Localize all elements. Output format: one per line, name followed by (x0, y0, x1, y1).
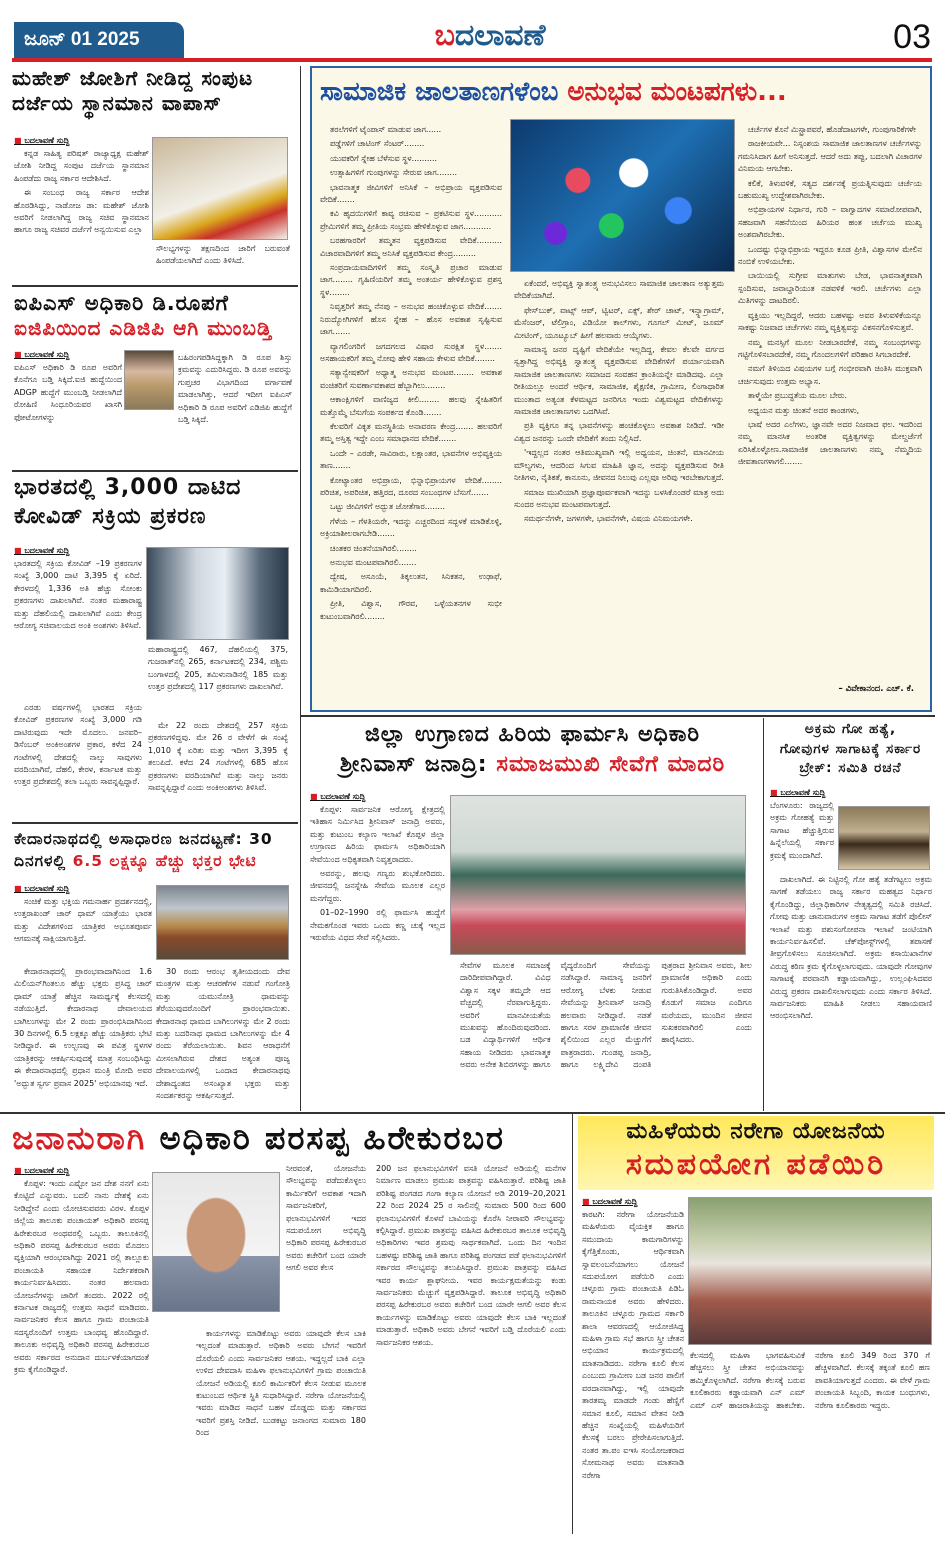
article-body (310, 804, 445, 964)
article-body-col (14, 880, 152, 971)
paragraph: ನಿವೃತ್ತರಿಗೆ ತಮ್ಮ ನೆನಪು – ಅನುಭವ ಹಂಚಿಕೊಳ್ಳುವ ವೇದಿಕೆ....... ನಿರುದ್ಯೋಗಿಗಳಿಗೆ ಹೊಸ ಸ್ನೇಹ – ಹೊಸ ಅವಕಾಶ ಸೃಷ್ಟಿಸುವ ಜಾಗ....... (320, 302, 502, 337)
article-body: ಭಾರತದಲ್ಲಿ ಸಕ್ರಿಯ ಕೋವಿಡ್ –19 ಪ್ರಕರಣಗಳ ಸಂಖ್ಯೆ 3,000 ದಾಟಿ 3,395 ಕ್ಕೆ ಏರಿದೆ. ಕೇರಳದಲ್ಲಿ 1,336 ಅತಿ ಹೆಚ್ಚು ಸೋಂಕು ಪ್ರಕರಣಗಳು ದಾಖಲಾಗಿವೆ. ನಂತರ ಮಹಾರಾಷ್ಟ್ರ ಮತ್ತು ದೆಹಲಿಯಲ್ಲಿ ದಾಖಲಾಗಿವೆ ಎಂದು ಕೇಂದ್ರ ಆರೋಗ್ಯ ಸಚಿವಾಲಯದ ಅಂಕಿ ಅಂಶಗಳು ತಿಳಿಸಿವೆ. (14, 559, 142, 631)
byline: ■ ಬದಲಾವಣೆ ಸುದ್ದಿ (14, 350, 122, 360)
byline: ■ ಬದಲಾವಣೆ ಸುದ್ದಿ (14, 1166, 149, 1176)
photo-parasappa (152, 1172, 280, 1312)
headline: ಮಹೇಶ್ ಜೋಶಿಗೆ ನೀಡಿದ್ದ ಸಂಪುಟ ದರ್ಜೆಯ ಸ್ಥಾನಮಾನ ವಾಪಾಸ್ (12, 66, 254, 115)
paragraph: ಬರಹಗಾರರಿಗೆ ತಮ್ಮತನ ವ್ಯಕ್ತಪಡಿಸುವ ವೇದಿಕೆ.......... ವಿಚಾರವಾದಿಗಳಿಗೆ ತಮ್ಮ ಅನಿಸಿಕೆ ವ್ಯಕ್ತಪಡಿಸುವ ಕೇಂದ್ರ......... (320, 236, 502, 258)
paragraph: 'ಇದ್ದಲ್ಲದ ನಂತರ ಆತಿಮುಖ್ಯವಾಗಿ ಇಲ್ಲಿ ಅಧ್ಯಯನ, ಚಿಂತನೆ, ಮಾನವೀಯ ಮೌಲ್ಯಗಳು, ಆದರಿಂದ ಸಿಗುವ ಮಾಹಿತಿ ಜ್ಞಾನ, ಅದನ್ನು ವ್ಯಕ್ತಪಡಿಸುವ ರೀತಿ ನೀತಿಗಳು, ನೈತಿಕತೆ, ಕಾನೂನು, ಜೀವನದ ನಿಲುವು ಎಲ್ಲವೂ ಅರಿವು ಇರಬೇಕಾಗುತ್ತದೆ. (514, 448, 724, 483)
paragraph: ಪ್ರೀತಿ, ವಿಶ್ವಾಸ, ಗೌರವ, ಒಳ್ಳೆಯತನಗಳ ಸುಭೀ ಕುಟುಂಬವಾಗಿರಲಿ........ (320, 599, 502, 621)
paragraph: ಚರ್ಚೆಗಳ ಕೊನೆ ಮಿಸ್ಟ್ರಾಪವರೆ, ಹೊಡೆದಾಟಗಳೇ, ಗುಂಪುಗಾರಿಕೆಗಳೇ (748, 125, 916, 134)
feature-headline (320, 76, 925, 109)
divider (12, 285, 298, 287)
headline-highlight: ಸಮಾಜಮುಖಿ ಸೇವೆಗೆ ಮಾದರಿ (496, 751, 726, 777)
paragraph: ಕೊಪ್ಪಳ: ಸಾರ್ವಜನಿಕ ಆರೋಗ್ಯ ಕ್ಷೇತ್ರದಲ್ಲಿ ಇತಿಹಾಸ ನಿರ್ಮಿಸಿದ ಶ್ರೀನಿವಾಸ್ ಜನಾದ್ರಿ ಅವರು, ಮತ್ತು ಕುಟುಂಬ ಕಲ್ಯಾಣ ಇಲಾಖೆ ಕೊಪ್ಪಳ ಜಿಲ್ಲಾ ಉಗ್ರಾಣದ ಹಿರಿಯ ಫಾರ್ಮಸಿ ಅಧಿಕಾರಿಯಾಗಿ ಸೇವೆಯಿಂದ ಅಧಿಕೃತವಾಗಿ ನಿವೃತ್ತರಾದರು. (310, 805, 445, 864)
byline: ■ ಬದಲಾವಣೆ ಸುದ್ದಿ (582, 1197, 684, 1207)
paragraph: ಈ ಸಂಬಂಧ ರಾಜ್ಯ ಸರ್ಕಾರ ಆದೇಶ ಹೊರಡಿಸಿದ್ದು, ನಾಡೋಜ ಡಾ: ಮಹೇಶ್ ಜೋಶಿ ಅವರಿಗೆ ನೀಡಲಾಗಿದ್ದ ರಾಜ್ಯ ಸಚಿವ ಸ್ಥಾನಮಾನ ಹಾಗೂ ರಾಜ್ಯ ಸಚಿವರ ದರ್ಜೆಗೆ ಅನ್ವಯಿಸುವ ಎಲ್ಲಾ (14, 188, 149, 235)
paragraph: ಸಮರ್ಥನೆಗಳೇ, ಜಗಳಗಳೇ, ಭಾವನೆಗಳೇ, ವಿಷಯ ವಿನಿಮಯಗಳೇ. (524, 514, 693, 524)
headline-highlight: ಸದುಪಯೋಗ ಪಡೆಯಿರಿ (625, 1146, 887, 1182)
article-body: ಬಹಿರಂಗಪಡಿಸಿದ್ದಕ್ಕಾಗಿ ಡಿ ರೂಪ ಶಿಸ್ತು ಕ್ರಮವನ್ನು ಎದುರಿಸಿದ್ದರು. ಡಿ ರೂಪ ಅವರನ್ನು ಗುಪ್ತಚರ ವಿಭಾಗದಿಂದ ವರ್ಗಾವಣೆ ಮಾಡಲಾಗಿತ್ತು, ಆದರೆ ಇದೀಗ ಐಪಿಎಸ್ ಅಧಿಕಾರಿ ಡಿ ರೂಪ ಅವರಿಗೆ ಎಡಿಜಿಪಿ ಹುದ್ದೆಗೆ ಬಡ್ತಿ ಸಿಕ್ಕಿದೆ. (178, 353, 292, 425)
headline: ಮಹಿಳೆಯರು ನರೇಗಾ ಯೋಜನೆಯ (626, 1119, 886, 1144)
article-body: ನೀರವಂತೆ, ಯೋಜನೆಯ ಸೌಲಭ್ಯವನ್ನು ಪಡೆದುಕೊಳ್ಳಲು ಕಾರ್ಮಿಕರಿಗೆ ಅವಕಾಶ ಇದಾಗಿ ಸಾರ್ವಜನಿಕರಿಗೆ, ಫಲಾನುಭವಿಗಳಿಗೆ ಇದರ ಸದುಪಯೋಗ ಅಭಿವೃದ್ಧಿ ಅಧಿಕಾರಿ ಪರಸಪ್ಪ ಹಿರೇಕುರಬರ ಅವರು ಕಚೇರಿಗೆ ಬಂದ ಯಾರೇ ಆಗಲಿ ಅವರ ಕೆಲಸ (286, 1164, 366, 1273)
column-rule (300, 66, 301, 1111)
article-body: ಸೇವೆಗಳ ಮೂಲಕ ಸಮಾಜಕ್ಕೆ ದಾರಿದೀಪವಾಗಿದ್ದಾರೆ. ವಿವಿಧ ವಿಶ್ವಾಸ ಸಕ್ಕಳ ತಮ್ಮದೇ ಆದ ವೆಚ್ಚದಲ್ಲಿ ನೆರವಾಗುತ್ತಿದ್ದರು. ಅವರಿಗೆ ಮಾನವೀಯತೆಯ ಮುಖವನ್ನು ಹೊಂದಿರುವುದರಿಂದ. ಬಡ ವಿದ್ಯಾರ್ಥಿಗಳಿಗೆ ಆರ್ಥಿಕ ಸಹಾಯ ನೀಡಿದರು ಭಾವನಾತ್ಮಕ ಅವರು ಅನೇಕ ಶಿಬಿರಗಳನ್ನು ಹಾಗೂ ವೈದ್ಯರೊಂದಿಗೆ ಸೇವೆಯನ್ನು ನಡೆಸಿದ್ದಾರೆ. ಸಾಮಾನ್ಯ ಜನರಿಗೆ ಆರೋಗ್ಯ ಬೆಳಕು ನೀಡುವ ಸೇವೆಯನ್ನು ಶ್ರೀನಿವಾಸ್ ಜನಾದ್ರಿ ಹಲವಾರು ನೀಡಿದ್ದಾರೆ. ನಡತೆ ಹಾಗೂ ಸರಳ ಪ್ರಾಮಾಣಿಕ ಜೀವನ ಶೈಲಿಯಿಂದ ಎಲ್ಲರ ಮೆಚ್ಚುಗೆಗೆ ಪಾತ್ರರಾದರು. ಗುಂಡಪ್ಪ ಜನಾದ್ರಿ, ಹಾಗೂ ಲಕ್ಷ್ಮಿದೇವಿ ದಂಪತಿ ಪುತ್ರರಾದ ಶ್ರೀನಿವಾಸ ಅವರು, ಶೀಲ ಪ್ರಾಮಾಣಿಕ ಅಧಿಕಾರಿ ಎಂದು ಗುರುತಿಸಿಕೊಂಡಿದ್ದಾರೆ. ಅವರ ಕೊಡುಗೆ ಸಮಾಜ ಎಂದಿಗೂ ಮರೆಯದು, ಮುಂದಿನ ಜೀವನ ಸುಖಕರವಾಗಿರಲಿ ಎಂದು ಹಾರೈಸಿದರು. (460, 961, 752, 1070)
masthead-initial: ಬ (434, 18, 455, 53)
paragraph: ಸಂಪ್ರದಾಯವಾದಿಗಳಿಗೆ ತಮ್ಮ ಸಂಸ್ಕೃತಿ ಪ್ರಚಾರ ಮಾಡುವ ಜಾಗ........ ಗೃಹಿಣಿಯರಿಗೆ ತಮ್ಮ ಅಂತರ್ಯ ಹೇಳಿಕೊಳ್ಳುವ ಪ್ರಶಸ್ತ ಸ್ಥಳ........ (320, 263, 502, 297)
paragraph: ದ್ವೇಷ, ಅಸೂಯೆ, ತಿಕ್ಕಲುತನ, ಸಿನಿಕತನ, ಉಢಾಫೆ, ಕಾಮಿಡಿಯಾಗದಿರಲಿ. (320, 572, 502, 594)
photo-women-gathering (688, 1197, 932, 1345)
paragraph: ಸಾಮಾನ್ಯ ಜನರ ದೃಷ್ಟಿಗೆ ವೇದಿಕೆಯೇ ಇಲ್ಲದಿದ್ದ, ಕೇವಲ ಕೆಲವೇ ವರ್ಗದ ಸ್ವತ್ತಾಗಿದ್ದ ಅಭಿವ್ಯಕ್ತಿ ಸ್ವಾತಂತ್ರ್ಯ ವ್ಯಕ್ತಪಡಿಸುವ ವೇದಿಕೆಗಳಿಗೆ ಪರ್ಯಾಯವಾಗಿ ಸಾಮಾಜಿಕ ಜಾಲತಾಣಗಳು ಸಮಾಜದ ಸಂವಹನ ಕ್ರಾಂತಿಯನ್ನೇ ಮಾಡಿದವು. ಎಲ್ಲಾ ರೀತಿಯಲ್ಲೂ ಅಂದರೆ ಆರ್ಥಿಕ, ಸಾಮಾಜಿಕ, ಶೈಕ್ಷಣಿಕ, ಗ್ರಾಮೀಣ, ಲಿಂಗಾಧಾರಿತ ಮುಂತಾದ ಅತ್ಯಂತ ಕೆಳಮಟ್ಟದ ಜನರಿಗೂ ಇಂದು ವಿಶ್ವಮಟ್ಟದ ವೇದಿಕೆಗಳನ್ನು ಸಾಮಾಜಿಕ ಜಾಲತಾಣಗಳು ಒದಗಿಸಿವೆ. (514, 345, 724, 417)
article-body: ದಾಖಲಾಗಿದೆ. ಈ ನಿಟ್ಟಿನಲ್ಲಿ ಗೋ ಹತ್ಯೆ ತಡೆಗಟ್ಟಲು ಅಕ್ರಮ ಸಾಗಣೆ ತಡೆಯಲು ರಾಜ್ಯ ಸರ್ಕಾರ ಮಹತ್ವದ ನಿರ್ಧಾರ ಕೈಗೊಂಡಿದ್ದು, ಜಿಲ್ಲಾಧಿಕಾರಿಗಳ ನೇತೃತ್ವದಲ್ಲಿ ಸಮಿತಿ ರಚಿಸಿದೆ. ಗೋವು ಮತ್ತು ಜಾನುವಾರುಗಳ ಅಕ್ರಮ ಸಾಗಾಟ ತಡೆಗೆ ಪೊಲೀಸ್ ಇಲಾಖೆ ಮತ್ತು ಪಶುಸಂಗೋಪನಾ ಇಲಾಖೆ ಜಂಟಿಯಾಗಿ ಕಾರ್ಯನಿರ್ವಹಿಸಲಿವೆ. ಚೆಕ್‌ಪೋಸ್ಟ್‌ಗಳಲ್ಲಿ ತಪಾಸಣೆ ತೀವ್ರಗೊಳಿಸಲು ಸೂಚಿಸಲಾಗಿದೆ. ಅಕ್ರಮ ಕಸಾಯಿಖಾನೆಗಳ ವಿರುದ್ಧ ಕಠಿಣ ಕ್ರಮ ಕೈಗೊಳ್ಳಲಾಗುವುದು. ಯಾವುದೇ ಗೋವುಗಳ ಸಾಗಾಟಕ್ಕೆ ಪರವಾನಗಿ ಕಡ್ಡಾಯವಾಗಿದ್ದು, ಉಲ್ಲಂಘಿಸಿದವರ ವಿರುದ್ಧ ಪ್ರಕರಣ ದಾಖಲಿಸಲಾಗುವುದು ಎಂದು ಸರ್ಕಾರ ತಿಳಿಸಿದೆ. ಸಾರ್ವಜನಿಕರು ಮಾಹಿತಿ ನೀಡಲು ಸಹಾಯವಾಣಿ ಆರಂಭಿಸಲಾಗಿದೆ. (770, 875, 932, 1021)
paragraph: ಕಲಿಕೆ, ತಿಳುವಳಿಕೆ, ಸತ್ಯದ ದರ್ಶನಕ್ಕೆ ಪ್ರಯತ್ನಿಸುವುದು ಚರ್ಚೆಯ ಬಹುಮುಖ್ಯ ಉದ್ದೇಶವಾಗಿರಬೇಕು. (738, 178, 922, 201)
article-body: ಕೆಲಸದಲ್ಲಿ ಮಹಿಳಾ ಭಾಗವಹಿಸುವಿಕೆ ಹೆಚ್ಚಿಸಲು ಸ್ತ್ರೀ ಚೇತನ ಅಭಿಯಾನವನ್ನು ಹಮ್ಮಿಕೊಳ್ಳಲಾಗಿದೆ. ನರೇಗಾ ಕೆಲಸಕ್ಕೆ ಬರುವ ಕೂಲಿಕಾರರು ಕಡ್ಡಾಯವಾಗಿ ಎನ್ ಎಮ್ ಎಮ್ ಎಸ್ ಹಾಜರಾತಿಯನ್ನು ಹಾಕಬೇಕು. ನರೇಗಾ ಕೂಲಿ 349 ರಿಂದ 370 ಗೆ ಹೆಚ್ಚಳವಾಗಿದೆ. ಕೆಲಸಕ್ಕೆ ತಕ್ಕಂತೆ ಕೂಲಿ ಹಣ ಪಾವತಿಯಾಗುತ್ತದೆ ಎಂದರು. ಈ ವೇಳೆ ಗ್ರಾಮ ಪಂಚಾಯತಿ ಸಿಬ್ಬಂದಿ, ಕಾಯಕ ಬಂಧುಗಳು, ನರೇಗಾ ಕೂಲಿಕಾರರು ಇದ್ದರು. (690, 1351, 930, 1410)
byline: ■ ಬದಲಾವಣೆ ಸುದ್ದಿ (14, 136, 149, 146)
divider (12, 470, 298, 472)
paragraph: ಕನ್ನಡ ಸಾಹಿತ್ಯ ಪರಿಷತ್ ರಾಜ್ಯಾಧ್ಯಕ್ಷ ಮಹೇಶ್ ಜೋಶಿ ನೀಡಿದ್ದ ಸಂಪುಟ ದರ್ಜೆಯ ಸ್ಥಾನಮಾನ ಹಿಂಪಡೆದು ರಾಜ್ಯ ಸರ್ಕಾರ ಆದೇಶಿಸಿದೆ. (14, 149, 149, 183)
headline-sub: ಐಜಿಪಿಯಿಂದ ಎಡಿಜಿಪಿ ಆಗಿ ಮುಂಬಡ್ತಿ (14, 316, 273, 341)
headline: ಶ್ರೀನಿವಾಸ್ ಜನಾದ್ರಿ: (339, 751, 497, 777)
article-body: 30 ರಂದು ಆರಂಭ ತೃತೀಯದಂದು ದೇವ ಮಂತ್ರಗಳ ಮತ್ತು ಆಚರಣೆಗಳ ನಡುವೆ ಗಂಗೋತ್ರಿ ಮತ್ತು ಯಮುನೋತ್ರಿ ಧಾಮವನ್ನು ತೆರೆಯುವುದರೊಂದಿಗೆ ಪ್ರಾರಂಭವಾಯಿತು. ಕೇದಾರನಾಥ ಧಾಮದ ಬಾಗಿಲುಗಳನ್ನು ಮೇ 2 ರಂದು ಮತ್ತು ಬದರಿನಾಥ ಧಾಮದ ಬಾಗಿಲುಗಳನ್ನು ಮೇ 4 ರಂದು ತೆರೆಯಲಾಯಿತು. ಶಿವನ ಆರಾಧನೆಗೆ ಮೀಸಲಾಗಿರುವ ದೇಶದ ಅತ್ಯಂತ ಪೂಜ್ಯ ದೇವಾಲಯಗಳಲ್ಲಿ ಒಂದಾದ ಕೇದಾರನಾಥವು ದೇಶಾದ್ಯಂತದ ಅಸಂಖ್ಯಾತ ಭಕ್ತರು ಮತ್ತು ಸಂದರ್ಶಕರನ್ನು ಆಕರ್ಷಿಸುತ್ತದೆ. (156, 967, 290, 1101)
paragraph: ಒಟ್ಟು ಜೀವಿಗಳಿಗೆ ಅದ್ಭುತ ಜೋತೆಗಾರ........ (330, 502, 446, 512)
headline-highlight: ಅನುಭವ ಮಂಟಪಗಳು... (567, 77, 787, 107)
article-narega-women (578, 1118, 934, 1183)
photo-caption: ಸೌಲಭ್ಯಗಳನ್ನು ತಕ್ಷಣದಿಂದ ಜಾರಿಗೆ ಬರುವಂತೆ ಹಿಂಪಡೆಯಲಾಗಿದೆ ಎಂದು ತಿಳಿಸಿದೆ. (156, 244, 290, 266)
article-body (738, 124, 922, 684)
header-divider (12, 58, 932, 62)
column-rule (572, 1114, 573, 1534)
newspaper-masthead (380, 18, 600, 53)
byline: ■ ಬದಲಾವಣೆ ಸುದ್ದಿ (770, 788, 834, 798)
paragraph: ಕವಿ ಹೃದಯಿಗಳಿಗೆ ಕಾವ್ಯ ರಚಿಸುವ – ಪ್ರಕಟಿಸುವ ಸ್ಥಳ........... ಪ್ರೇಮಿಗಳಿಗೆ ತಮ್ಮ ಪ್ರೀತಿಯ ಸಂಭ್ರಮ ಹೇಳಿಕೊಳ್ಳುವ ಜಾಗ........... (320, 209, 502, 231)
article-body: ಐಪಿಎಸ್ ಅಧಿಕಾರಿ ಡಿ ರೂಪ ಅವರಿಗೆ ಕೊನೆಗೂ ಬಡ್ತಿ ಸಿಕ್ಕಿದೆ.ಐಜಿ ಹುದ್ದೆಯಿಂದ ADGP ಹುದ್ದೆಗೆ ಮುಂಬಡ್ತಿ ನೀಡಲಾಗಿದೆ ರೋಹಿಣಿ ಸಿಂಧೂರಿಯವರ ಖಾಸಗಿ ಫೋಟೋಗಳನ್ನು (14, 363, 122, 422)
article-pharmacy-officer (305, 720, 760, 779)
paragraph: ಏಕೆಂದರೆ, ಅಭಿವ್ಯಕ್ತಿ ಸ್ವಾತಂತ್ರ್ಯ ಅನುಭವಿಸಲು ಸಾಮಾಜಿಕ ಜಾಲತಾಣ ಅತ್ಯುತ್ತಮ ವೇದಿಕೆಯಾಗಿದೆ. (514, 279, 724, 301)
paragraph: ಚಿಂತಕರ ಚಿಂತನೆಯಾಗಿರಲಿ........ (330, 543, 417, 553)
article-body-col (14, 346, 122, 424)
paragraph: ಕೆಲವರಿಗೆ ವಿಕೃತ ಮನಸ್ಥಿತಿಯ ಅನಾವರಣ ಕೇಂದ್ರ....... ಹಲವರಿಗೆ ತಮ್ಮ ಅಸ್ತಿತ್ವ ಇದ್ದೇ ಎಂಬ ಸಮಾಧಾನದ ವೇದಿಕೆ....... (320, 421, 502, 444)
article-body (514, 278, 724, 700)
paragraph: ಉತ್ಸಾಹಿಗಳಿಗೆ ಗುಂಪುಗಳನ್ನು ಸೇರುವ ಜಾಗ........ (330, 168, 458, 178)
article-kedarnath (14, 828, 298, 873)
byline: ■ ಬದಲಾವಣೆ ಸುದ್ದಿ (310, 792, 445, 802)
article-body (320, 124, 502, 700)
byline: ■ ಬದಲಾವಣೆ ಸುದ್ದಿ (14, 884, 152, 894)
article-cow-slaughter (768, 720, 933, 779)
column-rule (763, 718, 764, 1111)
author-credit: – ವಿವೇಕಾನಂದ. ಎಚ್. ಕೆ. (838, 684, 914, 694)
headline: ಬ್ರೇಕ್: ಸಮಿತಿ ರಚನೆ (799, 760, 902, 777)
paragraph: ತರಲೆಗಳಿಗೆ ಟೈಂಪಾಸ್ ಮಾಡುವ ಜಾಗ...... (330, 125, 442, 134)
divider (12, 822, 298, 824)
divider (300, 715, 935, 717)
paragraph: ಅಧ್ಯಯನ ಮತ್ತು ಚಿಂತನೆ ಅದರ ಕಾಂಡಗಳು, (748, 405, 860, 415)
headline: ಐಪಿಎಸ್ ಅಧಿಕಾರಿ ಡಿ.ರೂಪಗೆ (14, 291, 229, 315)
divider (0, 1112, 945, 1114)
photo-kedarnath-temple (156, 885, 289, 960)
paragraph: ಭಾಷೆ ಅದರ ಎಲೆಗಳು, ಜ್ಞಾನವೇ ಅದರ ನಿಜವಾದ ಫಲ. ಇದರಿಂದ ನಮ್ಮ ಮಾನಸಿಕ ಅಂತರಿಕ ವ್ಯಕ್ತಿತ್ವಗಳನ್ನು ಮೇಲ್ದರ್ಜೆಗೆ ಏರಿಸಿಕೊಳ್ಳೋಣ.ಸಾಮಾಜಿಕ ಜಾಲತಾಣಗಳು ನಮ್ಮ ನೆಮ್ಮದಿಯ ಜೀವತಾಣಗಳಾಗಲಿ....... (738, 419, 922, 467)
paragraph: ಒಂದಷ್ಟು ಭಿನ್ನಾಭಿಪ್ರಾಯ ಇದ್ದರೂ ಕೂಡ ಪ್ರೀತಿ, ವಿಶ್ವಾಸಗಳ ಮೇಲಿನ ನಂಬಿಕೆ ಉಳಿಯಬೇಕು. (738, 244, 922, 267)
paragraph: ಕೋಟ್ಯಾಂತರ ಅಭಿಪ್ರಾಯ, ಭಿನ್ನಾಭಿಪ್ರಾಯಗಳ ವೇದಿಕೆ........ ಪರಿಚಿತ, ಅಪರಿಚಿತ, ಹತ್ತಿರದ, ದೂರದ ಸಂಬಂಧಗಳ ಬೆಸುಗೆ....... (320, 475, 502, 497)
page-number: 03 (893, 18, 931, 56)
masthead-rest: ದಲಾವಣೆ (454, 18, 546, 53)
paragraph: ಸತ್ಯಾನ್ವೇಷಕರಿಗೆ ಅಧ್ಯಾತ್ಮ ಅನುಭವ ಮಂಟಪ........ ಅವಕಾಶ ವಂಚಿತರಿಗೆ ಸುವರ್ಣಾವಕಾಶದ ಹೆಬ್ಬಾಗಿಲು........ (320, 368, 502, 390)
paragraph: ಆಕಾಂಕ್ಷಿಗಳಿಗೆ ವಾಣಿಜ್ಯದ ಕೀಲಿ........ ಹಲವು ಸ್ನೇಹಿತರಿಗೆ ಮತ್ತೊಮ್ಮೆ ಬೆಸುಗೆಯ ಸಂಪರ್ಕದ ಕೊಂಡಿ....... (320, 395, 502, 417)
article-body-col (310, 788, 445, 964)
article-body: ಎರಡು ವರ್ಷಗಳಲ್ಲಿ ಭಾರತದ ಸಕ್ರಿಯ ಕೋವಿಡ್ ಪ್ರಕರಣಗಳ ಸಂಖ್ಯೆ 3,000 ಗಡಿ ದಾಟಿರುವುದು ಇದೇ ಮೊದಲು. ಜನವರಿ–ಡಿಸೆಂಬರ್ ಅಂಕಿಅಂಶಗಳ ಪ್ರಕಾರ, ಕಳೆದ 24 ಗಂಟೆಗಳಲ್ಲಿ ದೇಶದಲ್ಲಿ ನಾಲ್ಕು ಸಾವುಗಳು ವರದಿಯಾಗಿವೆ, ದೆಹಲಿ, ಕೇರಳ, ಕರ್ನಾಟಕ ಮತ್ತು ಉತ್ತರ ಪ್ರದೇಶದಲ್ಲಿ ತಲಾ ಒಬ್ಬರು ಸಾವನ್ನಪ್ಪಿದ್ದಾರೆ. (14, 703, 142, 787)
article-body-col (14, 542, 142, 832)
article-body: ಮಹಾರಾಷ್ಟ್ರದಲ್ಲಿ 467, ದೆಹಲಿಯಲ್ಲಿ 375, ಗುಜರಾತ್‌ನಲ್ಲಿ 265, ಕರ್ನಾಟಕದಲ್ಲಿ 234, ಪಶ್ಚಿಮ ಬಂಗಾಳದಲ್ಲಿ 205, ತಮಿಳುನಾಡಿನಲ್ಲಿ 185 ಮತ್ತು ಉತ್ತರ ಪ್ರದೇಶದಲ್ಲಿ 117 ಪ್ರಕರಣಗಳು ದಾಖಲಾಗಿವೆ. (148, 645, 288, 692)
article-body (14, 148, 149, 283)
headline: ಕೇದಾರನಾಥದಲ್ಲಿ ಅಸಾಧಾರಣ ಜನದಟ್ಟಣೆ: 30 ದಿನಗಳಲ್ಲಿ (14, 830, 273, 871)
photo-d-roopa (124, 350, 174, 410)
paragraph: ಅಭಿಪ್ರಾಯಗಳ ನಿರ್ಧಾರ, ಗುರಿ – ವಾಗ್ವಾದಗಳ ಸಮಾರೋಪವಾಗಿ, ಸಹಜವಾಗಿ ಸಹನೆಯಿಂದ ಹಿರಿಯರ ಹಂತ ಚರ್ಚೆಯ ಮುಖ್ಯ ಅಂಶವಾಗಿರಬೇಕು. (738, 205, 922, 240)
article-body: ಸಂಚಿಕೆ ಮತ್ತು ಭಕ್ತಿಯ ಗಮನಾರ್ಹ ಪ್ರದರ್ಶನದಲ್ಲಿ, ಉತ್ತರಾಖಂಡ್ ಚಾರ್ ಧಾಮ್ ಯಾತ್ರೆಯು ಭಾರತ ಮತ್ತು ವಿದೇಶಗಳಿಂದ ಯಾತ್ರಿಕರ ಅಭೂತಪೂರ್ವ ಆಗಮನಕ್ಕೆ ಸಾಕ್ಷಿಯಾಗುತ್ತಿದೆ. (14, 897, 152, 944)
headline-highlight: ಜನಾನುರಾಗಿ (12, 1119, 160, 1157)
headline: ಅಧಿಕಾರಿ ಪರಸಪ್ಪ ಹಿರೇಕುರಬರ (159, 1119, 505, 1157)
paragraph: ತಾಳ್ಮೆಯೇ ಪ್ರಬುದ್ಧತೆಯ ಮೂಲ ಬೇರು. (748, 391, 848, 401)
paragraph: ಸಮಾಜ ಮುಖಿಯಾಗಿ ಪ್ರಜ್ಞಾಪೂರ್ವಕವಾಗಿ ಇದನ್ನು ಬಳಸಿಕೊಂಡರೆ ಮಾತ್ರ ಅದು ಸುಂದರ ಅನುಭವ ಮಂಟಪವಾಗುತ್ತದೆ. (514, 487, 724, 509)
article-body: ಬೆಂಗಳೂರು: ರಾಜ್ಯದಲ್ಲಿ ಅಕ್ರಮ ಗೋಹತ್ಯೆ ಮತ್ತು ಸಾಗಾಟ ಹೆಚ್ಚುತ್ತಿರುವ ಹಿನ್ನೆಲೆಯಲ್ಲಿ ಸರ್ಕಾರ ಕ್ರಮಕ್ಕೆ ಮುಂದಾಗಿದೆ. (770, 801, 834, 860)
paragraph: ಪ್ರತಿ ವ್ಯಕ್ತಿಗೂ ತನ್ನ ಭಾವನೆಗಳನ್ನು ಹಂಚಿಕೊಳ್ಳಲು ಅವಕಾಶ ನೀಡಿದೆ. ಇಡೀ ವಿಶ್ವದ ಜನರನ್ನು ಒಂದೇ ವೇದಿಕೆಗೆ ತಂದು ನಿಲ್ಲಿಸಿದೆ. (514, 421, 724, 443)
paragraph: ಅನುಭವ ಮಂಟಪವಾಗಿರಲಿ....... (330, 558, 417, 567)
headline: ಭಾರತದಲ್ಲಿ 3,000 ದಾಟಿದ ಕೋವಿಡ್ ಸಕ್ರಿಯ ಪ್ರಕರಣ (14, 475, 242, 529)
paragraph: ಬಾಯಿಯಲ್ಲಿ ಸುಗ್ರೀವ ಮಾತುಗಳು ಬೇಡ, ಭಾವನಾತ್ಮಕವಾಗಿ ಸ್ಪಂದಿಸುವ, ಜವಾಬ್ದಾರಿಯುತ ನಡವಳಿಕೆ ಇರಲಿ. ಚರ್ಚೆಗಳು ಎಲ್ಲಾ ಮಿತಿಗಳನ್ನು ದಾಟದಿರಲಿ. (738, 271, 922, 306)
paragraph: ವ್ಯಕ್ತಿಯು ಇಲ್ಲದಿದ್ದರೆ, ಆದರು ಬಹಳಷ್ಟು ಅವರ ತಿಳುವಳಿಕೆಯನ್ನೂ ಸಾಕಷ್ಟು ನಿಜವಾದ ಚರ್ಚೆಗಳು ನಮ್ಮ ವ್ಯಕ್ತಿತ್ವವನ್ನು ವಿಕಸನಗೊಳಿಸುತ್ತವೆ. (738, 310, 922, 333)
headline-highlight: 6.5 ಲಕ್ಷಕ್ಕೂ ಹೆಚ್ಚು ಭಕ್ತರ ಭೇಟಿ (72, 852, 257, 871)
headline: ಗೋವುಗಳ ಸಾಗಾಟಕ್ಕೆ ಸರ್ಕಾರ (779, 740, 922, 757)
paragraph: ಭಾವನಾತ್ಮಕ ಜೀವಿಗಳಿಗೆ ಅನಿಸಿಕೆ – ಅಭಿಪ್ರಾಯ ವ್ಯಕ್ತಪಡಿಸುವ ವೇದಿಕೆ....... (320, 182, 502, 205)
headline: ಸಾಮಾಜಿಕ ಜಾಲತಾಣಗಳೆಂಬ (320, 77, 568, 107)
article-d-roopa (14, 290, 298, 341)
article-body: ಕೇದಾರನಾಥದಲ್ಲಿ ಪ್ರಾರಂಭವಾದಾಗಿನಿಂದ 1.6 ಮಿಲಿಯನ್‌ಗಿಂತಲೂ ಹೆಚ್ಚು ಭಕ್ತರು ಪ್ರಸಿದ್ಧ ಚಾರ್ ಧಾಮ್ ಯಾತ್ರೆ ಹೆಚ್ಚಿನ ಸಾಮರ್ಥ್ಯಕ್ಕೆ ಕೆಲಸದಲ್ಲಿ ನಡೆಯುತ್ತಿದೆ. ಕೇದಾರನಾಥ ದೇವಾಲಯದ ಬಾಗಿಲುಗಳನ್ನು ಮೇ 2 ರಂದು ಪ್ರಾರಂಭಿಸಿದಾಗಿನಿಂದ 30 ದಿನಗಳಲ್ಲಿ 6.5 ಲಕ್ಷಕ್ಕೂ ಹೆಚ್ಚು ಯಾತ್ರಿಕರು ಭೇಟಿ ನೀಡಿದ್ದಾರೆ. ಈ ಉಲ್ಬಣವು ಈ ಪವಿತ್ರ ಸ್ಥಳಗಳ ಯಾತ್ರಿಕರನ್ನು ಆಕರ್ಷಿಸುವುದಕ್ಕೆ ಮಾತ್ರ ಸಂಬಂಧಿಸಿದ್ದು ಈ ಕೇದಾರನಾಥದಲ್ಲಿ ಪ್ರಧಾನ ಮಂತ್ರಿ ಮೋದಿ ಅವರ 'ಅದ್ಭುತ ಸ್ವರ್ಗ ಪ್ರವಾಸ 2025' ಅಭಿಯಾನವು ಇದೆ. (14, 967, 152, 1088)
paragraph: ಪಡ್ಡೆಗಳಿಗೆ ಚಾಟಿಂಗ್ ಸೆಂಟರ್........ (330, 139, 425, 149)
headline: ಜಿಲ್ಲಾ ಉಗ್ರಾಣದ ಹಿರಿಯ ಫಾರ್ಮಸಿ ಅಧಿಕಾರಿ (364, 722, 701, 747)
paragraph: ರಾಜಕೀಯವೇ... ನಿಸ್ಸಂಶಯ ಸಾಮಾಜಿಕ ಜಾಲತಾಣಗಳ ಚರ್ಚೆಗಳನ್ನು ಗಮನಿಸಿದಾಗ ಹೀಗೆ ಅನಿಸುತ್ತದೆ. ಆದರೆ ಅದು ತಪ್ಪು, ಬದಲಾಗಿ ವಿಚಾರಗಳ ವಿನಿಮಯ ಆಗಬೇಕು. (738, 139, 922, 174)
paragraph: ಗೆಳೆಯ – ಗೆಳತಿಯರೇ, ಇದನ್ನು ಎಚ್ಚರದಿಂದ ಸದ್ಬಳಕೆ ಮಾಡಿಕೊಳ್ಳಿ, ಅಕ್ರಿಯಾಶೀಲರಾಗಬೇಡಿ....... (320, 516, 502, 539)
date-tab: ಜೂನ್ 01 2025 (14, 22, 184, 58)
byline: ■ ಬದಲಾವಣೆ ಸುದ್ದಿ (14, 546, 142, 556)
article-body: ಕೊಪ್ಪಳ: ಇಂದು ಎಷ್ಟೋ ಜನ ದೇಶ ನನಗೆ ಏನು ಕೊಟ್ಟಿದೆ ಎನ್ನುವರು. ಬದಲಿ ನಾನು ದೇಶಕ್ಕೆ ಏನು ನೀಡಿದ್ದೇನೆ ಎಂದು ಯೋಚಿಸುವವರು ವಿರಳ. ಕೊಪ್ಪಳ ಜಿಲ್ಲೆಯ ತಾಲೂಕು ಪಂಚಾಯತ್ ಅಧಿಕಾರಿ ಪರಸಪ್ಪ ಹಿರೇಕುರಬರ ಅಂಥವರಲ್ಲಿ ಒಬ್ಬರು. ತಾಲೂಕಿನಲ್ಲಿ ಅಧಿಕಾರಿ ಪರಸಪ್ಪ ಹಿರೇಕುರಬರ ಅವರು ಮೊದಲು ವ್ಯಕ್ತಿಯಾಗಿ ಆರಂಭವಾಗಿದ್ದು 2021 ರಲ್ಲಿ ತಾಲ್ಲೂಕು ಪಂಚಾಯತಿ ಸಹಾಯಕ ನಿರ್ದೇಶಕರಾಗಿ ಕಾರ್ಯನಿರ್ವಹಿಸಿದರು. ನಂತರ ಹಲವಾರು ಯೋಜನೆಗಳನ್ನು ಜಾರಿಗೆ ತಂದರು. 2022 ರಲ್ಲಿ ಕರ್ನಾಟಕ ರಾಜ್ಯದಲ್ಲಿ ಉತ್ತಮ ಸಾಧನೆ ಮಾಡಿದರು. ಸಾರ್ವಜನಿಕರ ಕೆಲಸ ಹಾಗೂ ಗ್ರಾಮ ಪಂಚಾಯತಿ ಸದಸ್ಯರೊಂದಿಗೆ ಉತ್ತಮ ಬಾಂಧವ್ಯ ಹೊಂದಿದ್ದಾರೆ. ತಾಲೂಕು ಅಭಿವೃದ್ಧಿ ಅಧಿಕಾರಿ ಪರಸಪ್ಪ ಹಿರೇಕುರಬರ ಅವರು ಸರ್ಕಾರದ ಅನುದಾನ ದುರ್ಬಳಕೆಯಾಗದಂತೆ ಕ್ರಮ ಕೈಗೊಂಡಿದ್ದಾರೆ. (14, 1179, 149, 1375)
paragraph: ವ್ಯಾಗಲಿಂಗರಿಗೆ ಜಗದಗಲದ ವಿಷಾರ ಸುರಕ್ಷಿತ ಸ್ಥಳ....... ಅಸಹಾಯಕರಿಗೆ ತಮ್ಮ ನೋವು ಹೇಳಿ ಸಹಾಯ ಕೇಳುವ ವೇದಿಕೆ........ (320, 341, 502, 363)
article-body: ಕಾರಟಗಿ: ನರೇಗಾ ಯೋಜನೆಯಡಿ ಮಹಿಳೆಯರು ವೈಯಕ್ತಿಕ ಹಾಗೂ ಸಮುದಾಯ ಕಾಮಗಾರಿಗಳನ್ನು ಕೈಗೆತ್ತಿಕೊಂಡು, ಆರ್ಥಿಕವಾಗಿ ಸ್ವಾವಲಂಬನೆಯಾಗಲು ಯೋಜನೆ ಸದುಪಯೋಗ ಪಡೆಯಿರಿ ಎಂದು ಚಳ್ಳೂರು ಗ್ರಾಮ ಪಂಚಾಯತಿ ಪಿಡಿಓ ರಾಮನಾಯಕ ಅವರು ಹೇಳಿದರು. ತಾಲೂಕಿನ ಚಳ್ಳೂರು ಗ್ರಾಮದ ಸರ್ಕಾರಿ ಶಾಲಾ ಆವರಣದಲ್ಲಿ ಆಯೋಜಿಸಿದ್ದ ಮಹಿಳಾ ಗ್ರಾಮ ಸಭೆ ಹಾಗೂ ಸ್ತ್ರೀ ಚೇತನ ಅಭಿಯಾನ ಕಾರ್ಯಕ್ರಮದಲ್ಲಿ ಮಾತನಾಡಿದರು. ನರೇಗಾ ಕೂಲಿ ಕೆಲಸ ಎಂಬುದು ಗ್ರಾಮೀಣ ಬಡ ಜನರ ಪಾಲಿಗೆ ವರದಾನವಾಗಿದ್ದು, ಇಲ್ಲಿ ಯಾವುದೇ ತಾರತಮ್ಯ ಮಾಡದೇ ಗಂಡು ಹೆಣ್ಣಿಗೆ ಸಮಾನ ಕೂಲಿ, ಸಮಾನ ವೇತನ ನೀಡಿ ಹೆಚ್ಚಿನ ಸಂಖ್ಯೆಯಲ್ಲಿ ಮಹಿಳೆಯರಿಗೆ ಕೆಲಸಕ್ಕೆ ಬರಲು ಪ್ರೇರೇಪಿಸಲಾಗುತ್ತಿದೆ. ನಂತರ ತಾ.ಪಂ ಐಇಸಿ ಸಂಯೋಜಕರಾದ ಸೋಮನಾಥ ಅವರು ಮಾತನಾಡಿ ನರೇಗಾ (582, 1210, 684, 1480)
article-parasappa (12, 1118, 572, 1158)
paragraph: ಒಂದೇ – ಎರಡೇ, ಸಾವಿರಾರು, ಲಕ್ಷಾಂತರ, ಭಾವನೆಗಳ ಅಭಿವ್ಯಕ್ತಿಯ ತಾಣ....... (320, 448, 502, 471)
paragraph: ಫೇಸ್‌ಬುಕ್, ವಾಟ್ಸ್ ಆಪ್, ಟ್ವಿಟರ್, ಎಕ್ಸ್, ಶೇರ್ ಚಾಟ್, ಇನ್ಸ್ಟಾಗ್ರಾಮ್, ಮೆಸೆಂಜರ್, ಟೆಲಿಗ್ರಾಂ, ವಿಡಿಯೋ ಕಾಲ್‌ಗಳು, ಗೂಗಲ್ ಮೀಟ್, ಜೂಮ್ ಮೀಟಿಂಗ್, ಯೂಟ್ಯೂಬ್ ಹೀಗೆ ಹಲವಾರು ಆಯ್ಕೆಗಳು. (514, 305, 724, 340)
photo-mahesh-joshi (152, 137, 288, 240)
paragraph: ಅವರನ್ನು, ಹಲವು ಗಣ್ಯರು ಶುಭಕೋರಿದರು. ಜೀವನದಲ್ಲಿ ಜನಸ್ನೇಹಿ ಸೇವೆಯ ಮೂಲಕ ಎಲ್ಲರ ಮನಗೆದ್ದರು. (310, 869, 445, 903)
article-body-col (14, 132, 149, 283)
article-body: ಮೇ 22 ರಂದು ದೇಶದಲ್ಲಿ 257 ಸಕ್ರಿಯ ಪ್ರಕರಣಗಳಿದ್ದವು. ಮೇ 26 ರ ವೇಳೆಗೆ ಈ ಸಂಖ್ಯೆ 1,010 ಕ್ಕೆ ಏರಿತು ಮತ್ತು ಇದೀಗ 3,395 ಕ್ಕೆ ತಲುಪಿದೆ. ಕಳೆದ 24 ಗಂಟೆಗಳಲ್ಲಿ 685 ಹೊಸ ಪ್ರಕರಣಗಳು ವರದಿಯಾಗಿವೆ ಮತ್ತು ನಾಲ್ಕು ಜನರು ಸಾವನ್ನಪ್ಪಿದ್ದಾರೆ ಎಂದು ಅಂಕಿಅಂಶಗಳು ತಿಳಿಸಿವೆ. (148, 721, 288, 793)
paragraph: ನಮ್ಮ ಮನಸ್ಸಿಗೆ ಮೂಲ ನೀಡಬಾರದೇಕೆ, ನಮ್ಮ ಸಂಬಂಧಗಳನ್ನು ಗಟ್ಟಿಗೊಳಿಸಬಾರದೇಕೆ, ನಮ್ಮ ಗೊಂದಲಗಳಿಗೆ ಪರಿಹಾರ ಸಿಗಬಾರದೇಕೆ. (738, 337, 922, 359)
paragraph: ಯುವಕರಿಗೆ ಸ್ನೇಹ ಬೆಳೆಸುವ ಸ್ಥಳ.......... (330, 153, 438, 163)
article-body-col (770, 784, 834, 882)
photo-retirement-felicitation (450, 795, 746, 955)
photo-social-media-icons (510, 119, 735, 272)
photo-cows (838, 806, 930, 870)
article-body-col (582, 1193, 684, 1544)
article-covid (14, 474, 298, 531)
paragraph: ನಮಗೆ ತಿಳಿಯದ ವಿಷಯಗಳ ಬಗ್ಗೆ ಗಂಭೀರವಾಗಿ ಚಿಂತಿಸಿ ಮುಕ್ತವಾಗಿ ಚರ್ಚಿಸುವುದು ಉತ್ತಮ ಅಭ್ಯಾಸ. (738, 364, 922, 386)
article-body: 200 ಜನ ಫಲಾನುಭವಿಗಳಿಗೆ ವಸತಿ ಯೋಜನೆ ಅಡಿಯಲ್ಲಿ ಮನೆಗಳ ನಿರ್ಮಾಣ ಮಾಡಲು ಪ್ರಮುಖ ಪಾತ್ರವನ್ನು ವಹಿಸಿರುತ್ತಾರೆ. ಪರಿಶಿಷ್ಟ ಜಾತಿ ಪರಿಶಿಷ್ಟ ಪಂಗಡದ ಗಂಗಾ ಕಲ್ಯಾಣ ಯೋಜನೆ ಅಡಿ 2019–20,2021 22 ರಿಂದ 2024 25 ರ ಸಾಲಿನಲ್ಲಿ ಸುಮಾರು 500 ರಿಂದ 600 ಫಲಾನುಭವಿಗಳಿಗೆ ಕೊಳವೆ ಬಾವಿಯನ್ನು ಕೊರೆಸಿ ನೀರಾವರಿ ಸೌಲಭ್ಯವನ್ನು ಕಲ್ಪಿಸಿದ್ದಾರೆ. ಪ್ರಮುಖ ಪಾತ್ರವನ್ನು ವಹಿಸಿದ ಹಿರೇಕುರಬರ ತಾಲೂಕ ಅಭಿವೃದ್ಧಿ ಅಧಿಕಾರಿಗಳು ಇವರ ಶ್ರಮವು ಸಾರ್ಥಕವಾಗಿದೆ. ಒಂದು ದಿನ ಇಂದಿನ ಬಹಳಷ್ಟು ಪರಿಶಿಷ್ಟ ಜಾತಿ ಹಾಗೂ ಪರಿಶಿಷ್ಟ ಪಂಗಡದ ಪಡೆ ಫಲಾನುಭವಿಗಳಿಗೆ ಸರ್ಕಾರದ ಸೌಲಭ್ಯವನ್ನು ತಲುಪಿಸಿದ್ದಾರೆ. ಪ್ರಮುಖ ಪಾತ್ರವನ್ನು ವಹಿಸಿದ ಇವರ ಕಾರ್ಯ ಶ್ಲಾಘನೀಯ. ಇವರ ಕಾರ್ಯಕ್ಷಮತೆಯನ್ನು ಕಂಡು ಸಾರ್ವಜನಿಕರು ಮೆಚ್ಚುಗೆ ವ್ಯಕ್ತಪಡಿಸಿದ್ದಾರೆ. ತಾಲೂಕ ಅಭಿವೃದ್ಧಿ ಅಧಿಕಾರಿ ಪರಸಪ್ಪ ಹಿರೇಕುರಬರ ಅವರು ಕಚೇರಿಗೆ ಬಂದ ಯಾರೇ ಆಗಲಿ ಅವರ ಕೆಲಸ ಕಾರ್ಯಗಳನ್ನು ಮಾಡಿಕೊಟ್ಟು ಅವರು ಯಾವುದೇ ಕೆಲಸ ಬಾಕಿ ಇಲ್ಲದಂತೆ ಮಾಡುತ್ತಾರೆ. ಅಧಿಕಾರಿ ಅವರು ಬೇಗನೆ ಇವರಿಗೆ ಬಡ್ತಿ ದೊರೆಯಲಿ ಎಂದು ಸಾರ್ವಜನಿಕರ ಆಶಯ. (376, 1164, 566, 1347)
paragraph: 01–02–1990 ರಲ್ಲಿ ಫಾರ್ಮಸಿ ಹುದ್ದೆಗೆ ನೇಮಕಗೊಂಡ ಇವರು ಒಂದು ಕಣ್ಣ ಚುಕ್ಕೆ ಇಲ್ಲದ ಇರುವೆಯ ವಿಧದ ಸೇವೆ ಸಲ್ಲಿಸಿದರು. (310, 908, 445, 943)
article-body: ಕಾರ್ಯಗಳನ್ನು ಮಾಡಿಕೊಟ್ಟು ಅವರು ಯಾವುದೇ ಕೆಲಸ ಬಾಕಿ ಇಲ್ಲದಂತೆ ಮಾಡುತ್ತಾರೆ. ಅಧಿಕಾರಿ ಅವರು ಬೇಗನೆ ಇವರಿಗೆ ದೊರೆಯಲಿ ಎಂದು ಸಾರ್ವಜನಿಕರ ಆಶಯ. ಇದ್ದಲ್ಲದೆ ಬಾಕಿ ಎಲ್ಲಾ ಉಳಿದ ದೇವದಾಸಿ ಮಹಿಳಾ ಫಲಾನುಭವಿಗಳಿಗೆ ಗ್ರಾಮ ಪಂಚಾಯಿತಿ ಯೋಜನೆ ಅಡಿಯಲ್ಲಿ ಕೂಲಿ ಕಾರ್ಮಿಕರಿಗೆ ಕೆಲಸ ನೀಡುವ ಮೂಲಕ ಕುಟುಂಬದ ಆರ್ಥಿಕ ಸ್ಥಿತಿ ಸುಧಾರಿಸಿದ್ದಾರೆ. ನರೇಗಾ ಯೋಜನೆಯಲ್ಲಿ ಇವರು ಮಾಡಿದ ಸಾಧನೆ ಬಹಳ ದೊಡ್ಡದು ಮತ್ತು ಸರ್ಕಾರದ ಇವರಿಗೆ ಪ್ರಶಸ್ತಿ ನೀಡಿದೆ. ಬುಡಕಟ್ಟು ಜನಾಂಗದ ಸುಮಾರು 180 ರಿಂದ (196, 1329, 366, 1438)
article-mahesh-joshi (12, 66, 298, 116)
photo-covid-testing (146, 547, 289, 640)
article-body-col (14, 1162, 149, 1538)
headline: ಅಕ್ರಮ ಗೋ ಹತ್ಯೆ, (804, 721, 897, 737)
